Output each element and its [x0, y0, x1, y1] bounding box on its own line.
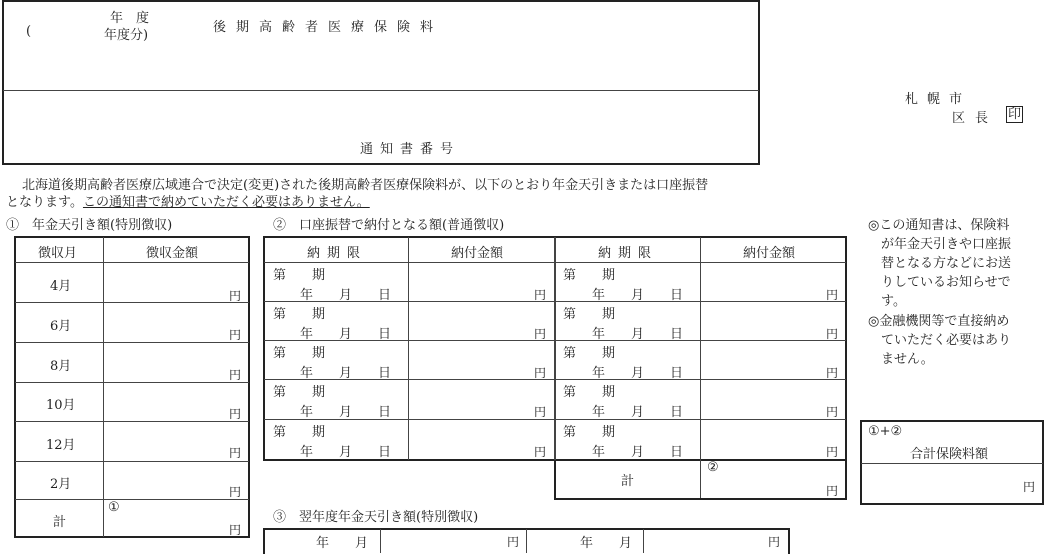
- s1-row-line: [15, 342, 249, 343]
- yen-unit: 円: [826, 405, 839, 419]
- s1-col-month: 徴収月: [38, 246, 78, 261]
- intro-line-1: 北海道後期高齢者医療広域連合で決定(変更)された後期高齢者医療保険料が、以下のとおり年金天引きまたは口座振替: [22, 178, 709, 193]
- s2-row-line: [264, 262, 846, 263]
- s2-col-divider: [408, 237, 409, 460]
- yen-unit: 円: [826, 484, 839, 498]
- yen-unit: 円: [534, 405, 547, 419]
- yen-unit: 円: [768, 535, 781, 549]
- yen-unit: 円: [229, 289, 242, 303]
- period-label: 第 期: [273, 346, 326, 361]
- issuer-ward-head: 区長: [952, 111, 999, 126]
- month-label: 2月: [50, 477, 72, 492]
- date-label: 年 月 日: [300, 405, 392, 420]
- date-label: 年 月 日: [592, 445, 684, 460]
- note-line: が年金天引きや口座振: [868, 237, 1012, 252]
- note-line: 替となる方などにお送: [868, 256, 1012, 271]
- yen-unit: 円: [229, 368, 242, 382]
- month-label: 10月: [46, 398, 76, 413]
- yen-unit: 円: [534, 327, 547, 341]
- date-label: 年 月 日: [300, 445, 392, 460]
- date-label: 年 月 日: [300, 288, 392, 303]
- date-label: 年 月 日: [592, 405, 684, 420]
- fiscal-year-label: 年 度: [110, 11, 150, 26]
- yen-unit: 円: [534, 366, 547, 380]
- s2-total-marker: ②: [707, 460, 719, 475]
- yen-unit: 円: [229, 328, 242, 342]
- page-title: 後期高齢者医療保険料: [213, 20, 444, 35]
- period-label: 第 期: [273, 268, 326, 283]
- s1-row-line: [15, 461, 249, 462]
- note-line: ◎この通知書は、保険料: [868, 218, 1010, 233]
- yen-unit: 円: [1023, 480, 1036, 494]
- grand-total-divider: [861, 463, 1043, 464]
- period-label: 第 期: [563, 346, 616, 361]
- period-label: 第 期: [563, 425, 616, 440]
- s2-col-divider: [700, 237, 701, 498]
- header-divider: [3, 90, 759, 91]
- fiscal-year-portion: 年度分): [104, 28, 149, 43]
- period-label: 第 期: [563, 307, 616, 322]
- yen-unit: 円: [229, 446, 242, 460]
- section-2-heading: ② 口座振替で納付となる額(普通徴収): [273, 218, 505, 233]
- note-line: ません。: [868, 352, 934, 367]
- intro-line-2-prefix: となります。: [6, 195, 83, 210]
- period-label: 第 期: [273, 385, 326, 400]
- s3-col-divider: [380, 529, 381, 553]
- yen-unit: 円: [534, 288, 547, 302]
- intro-line-2: [6, 191, 370, 210]
- note-line: す。: [868, 294, 906, 309]
- s3-col-divider: [526, 529, 527, 553]
- s3-year-month: 年 月: [316, 536, 369, 551]
- s3-year-month: 年 月: [580, 536, 633, 551]
- date-label: 年 月 日: [592, 288, 684, 303]
- notice-number-label: 通知書番号: [360, 142, 461, 157]
- period-label: 第 期: [273, 307, 326, 322]
- yen-unit: 円: [229, 407, 242, 421]
- s1-row-line: [15, 499, 249, 500]
- month-label: 8月: [50, 359, 72, 374]
- paren-open: (: [26, 24, 32, 39]
- note-line: ◎金融機関等で直接納め: [868, 314, 1010, 329]
- s1-row-line: [15, 262, 249, 263]
- period-label: 第 期: [563, 385, 616, 400]
- s1-row-line: [15, 421, 249, 422]
- date-label: 年 月 日: [300, 327, 392, 342]
- section-1-heading: ① 年金天引き額(特別徴収): [6, 218, 173, 233]
- s1-col-amount: 徴収金額: [146, 246, 199, 261]
- yen-unit: 円: [826, 445, 839, 459]
- period-label: 第 期: [563, 268, 616, 283]
- note-line: りしているお知らせで: [868, 275, 1011, 290]
- yen-unit: 円: [534, 445, 547, 459]
- note-line: ていただく必要はあり: [868, 333, 1012, 348]
- s2-col-amount: 納付金額: [451, 246, 504, 261]
- month-label: 4月: [50, 279, 72, 294]
- section-3-heading: ③ 翌年度年金天引き額(特別徴収): [273, 510, 479, 525]
- date-label: 年 月 日: [300, 366, 392, 381]
- s2-col-deadline: 納期限: [307, 246, 368, 261]
- s1-total-marker: ①: [108, 500, 120, 515]
- yen-unit: 円: [507, 535, 520, 549]
- s1-row-line: [15, 302, 249, 303]
- yen-unit: 円: [229, 485, 242, 499]
- yen-unit: 円: [229, 523, 242, 537]
- s3-col-divider: [643, 529, 644, 553]
- intro-line-2-underlined: この通知書で納めていただく必要はありません。: [82, 195, 370, 210]
- date-label: 年 月 日: [592, 366, 684, 381]
- s2-col-deadline: 納期限: [598, 246, 659, 261]
- s2-col-amount: 納付金額: [743, 246, 796, 261]
- grand-total-marker: ①+②: [868, 424, 903, 439]
- s1-col-divider: [103, 237, 104, 537]
- yen-unit: 円: [826, 366, 839, 380]
- yen-unit: 円: [826, 327, 839, 341]
- issuer-city: 札幌市: [905, 92, 972, 107]
- s1-row-line: [15, 382, 249, 383]
- grand-total-label: 合計保険料額: [910, 447, 989, 462]
- period-label: 第 期: [273, 425, 326, 440]
- s2-col-divider: [554, 237, 556, 460]
- yen-unit: 円: [826, 288, 839, 302]
- official-seal: 印: [1008, 107, 1022, 122]
- month-label: 6月: [50, 319, 72, 334]
- s2-total-label: 計: [621, 474, 635, 489]
- s1-total-label: 計: [53, 515, 67, 530]
- date-label: 年 月 日: [592, 327, 684, 342]
- month-label: 12月: [46, 438, 76, 453]
